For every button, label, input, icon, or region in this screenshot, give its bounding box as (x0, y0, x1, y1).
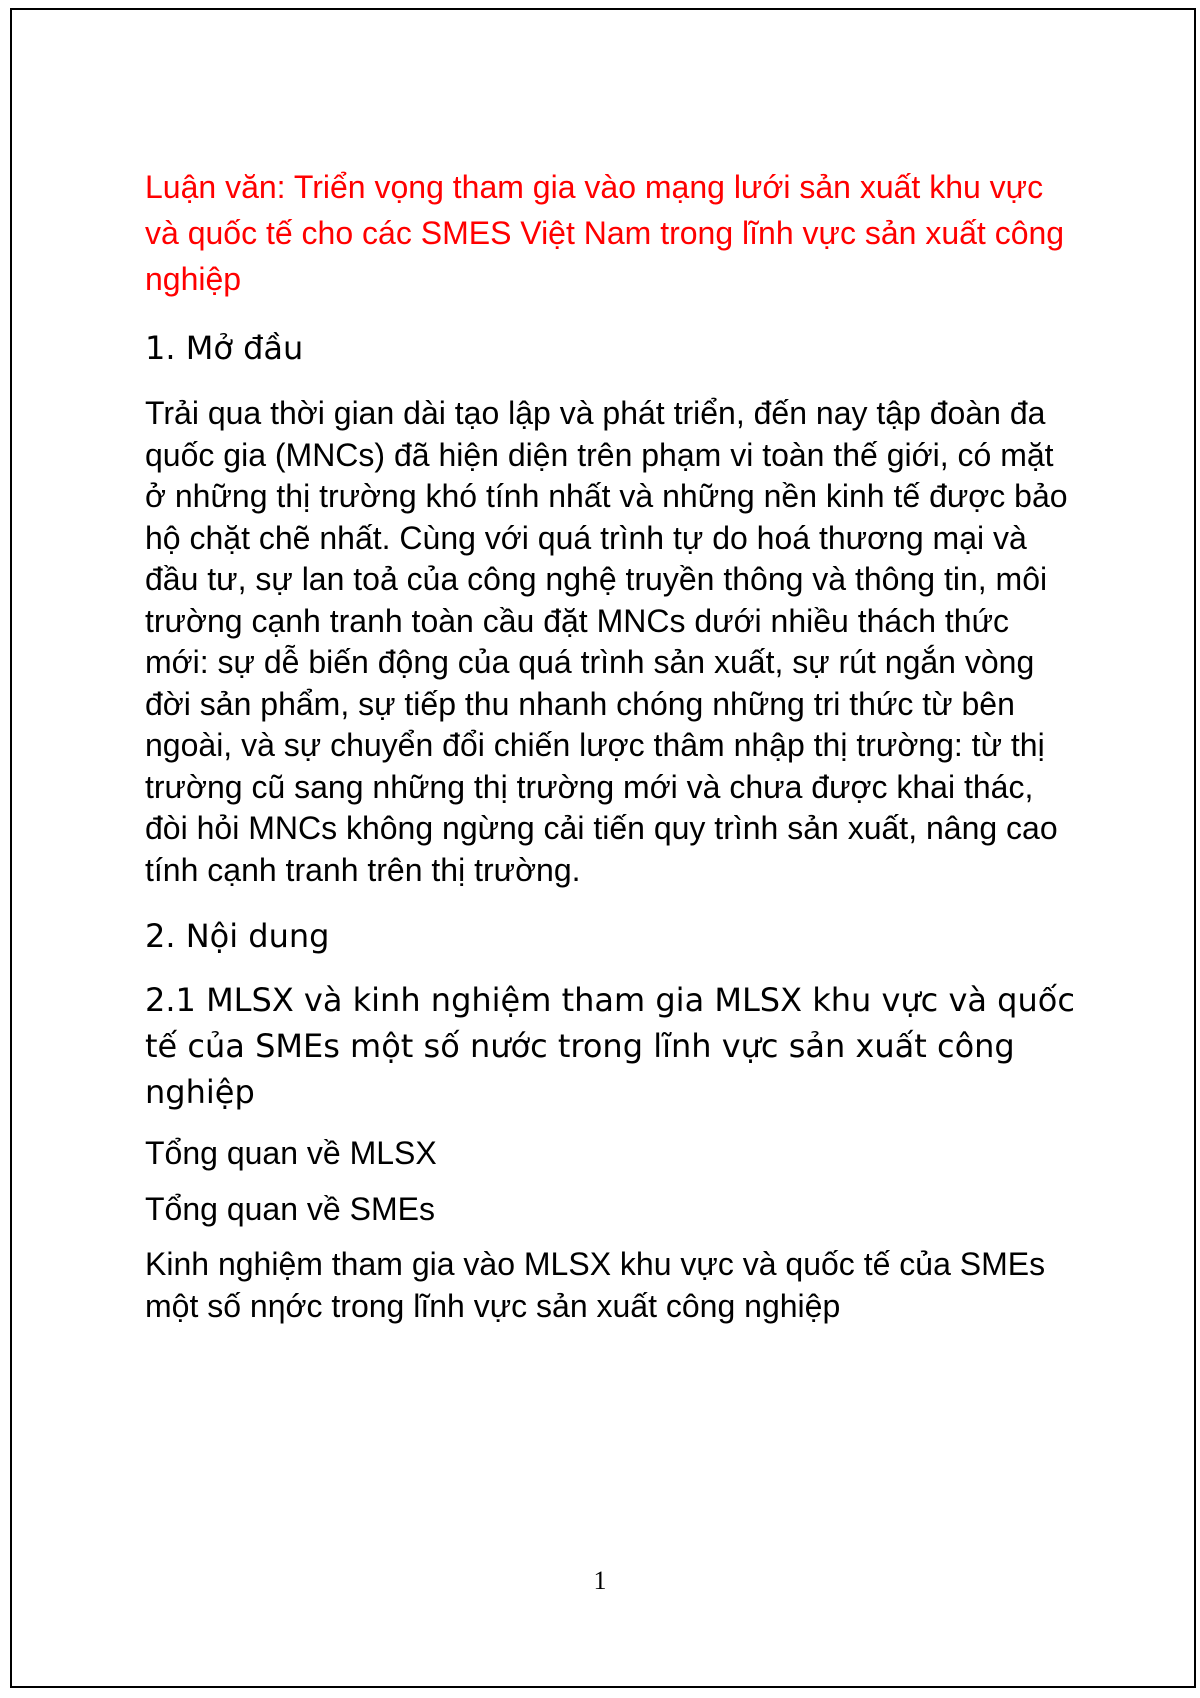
list-item-smes-overview: Tổng quan về SMEs (145, 1190, 435, 1227)
page-number: 1 (593, 1566, 607, 1595)
intro-paragraph: Trải qua thời gian dài tạo lập và phát triển, đến nay tập đoàn đa quốc gia (MNCs) đã hiện diện trên phạm vi toàn thế giới, có mặt ở những thị trường khó tính nhất và những nền kinh tế được bảo hộ chặt chẽ nhất. Cùng với quá trình tự do hoá thương mại và đầu tư, sự lan toả của công nghệ truyền thông và thông tin, môi trường cạnh tranh toàn cầu đặt MNCs dưới nhiều thách thức mới: sự dễ biến động của quá trình sản xuất, sự rút ngắn vòng đời sản phẩm, sự tiếp thu nhanh chóng những tri thức từ bên ngoài, và sự chuyển đổi chiến lược thâm nhập thị trường: từ thị trường cũ sang những thị trường mới và chưa được khai thác, đòi hỏi MNCs không ngừng cải tiến quy trình sản xuất, nâng cao tính cạnh tranh trên thị trường. (145, 395, 1068, 888)
section-heading-content: 2. Nội dung (145, 917, 330, 955)
list-item-experience: Kinh nghiệm tham gia vào MLSX khu vực và quốc tế của SMEs một số nηớc trong lĩnh vực sản xuất công nghiệp (145, 1246, 1046, 1324)
subsection-heading-2-1: 2.1 MLSX và kinh nghiệm tham gia MLSX khu vực và quốc tế của SMEs một số nước trong lĩnh vực sản xuất công nghiệp (145, 981, 1075, 1111)
section-heading-intro: 1. Mở đầu (145, 329, 304, 367)
document-title: Luận văn: Triển vọng tham gia vào mạng lưới sản xuất khu vực và quốc tế cho các SMES Việt Nam trong lĩnh vực sản xuất công nghiệp (145, 169, 1065, 297)
list-item-mlsx-overview: Tổng quan về MLSX (145, 1135, 437, 1171)
document-body (145, 164, 1075, 1349)
